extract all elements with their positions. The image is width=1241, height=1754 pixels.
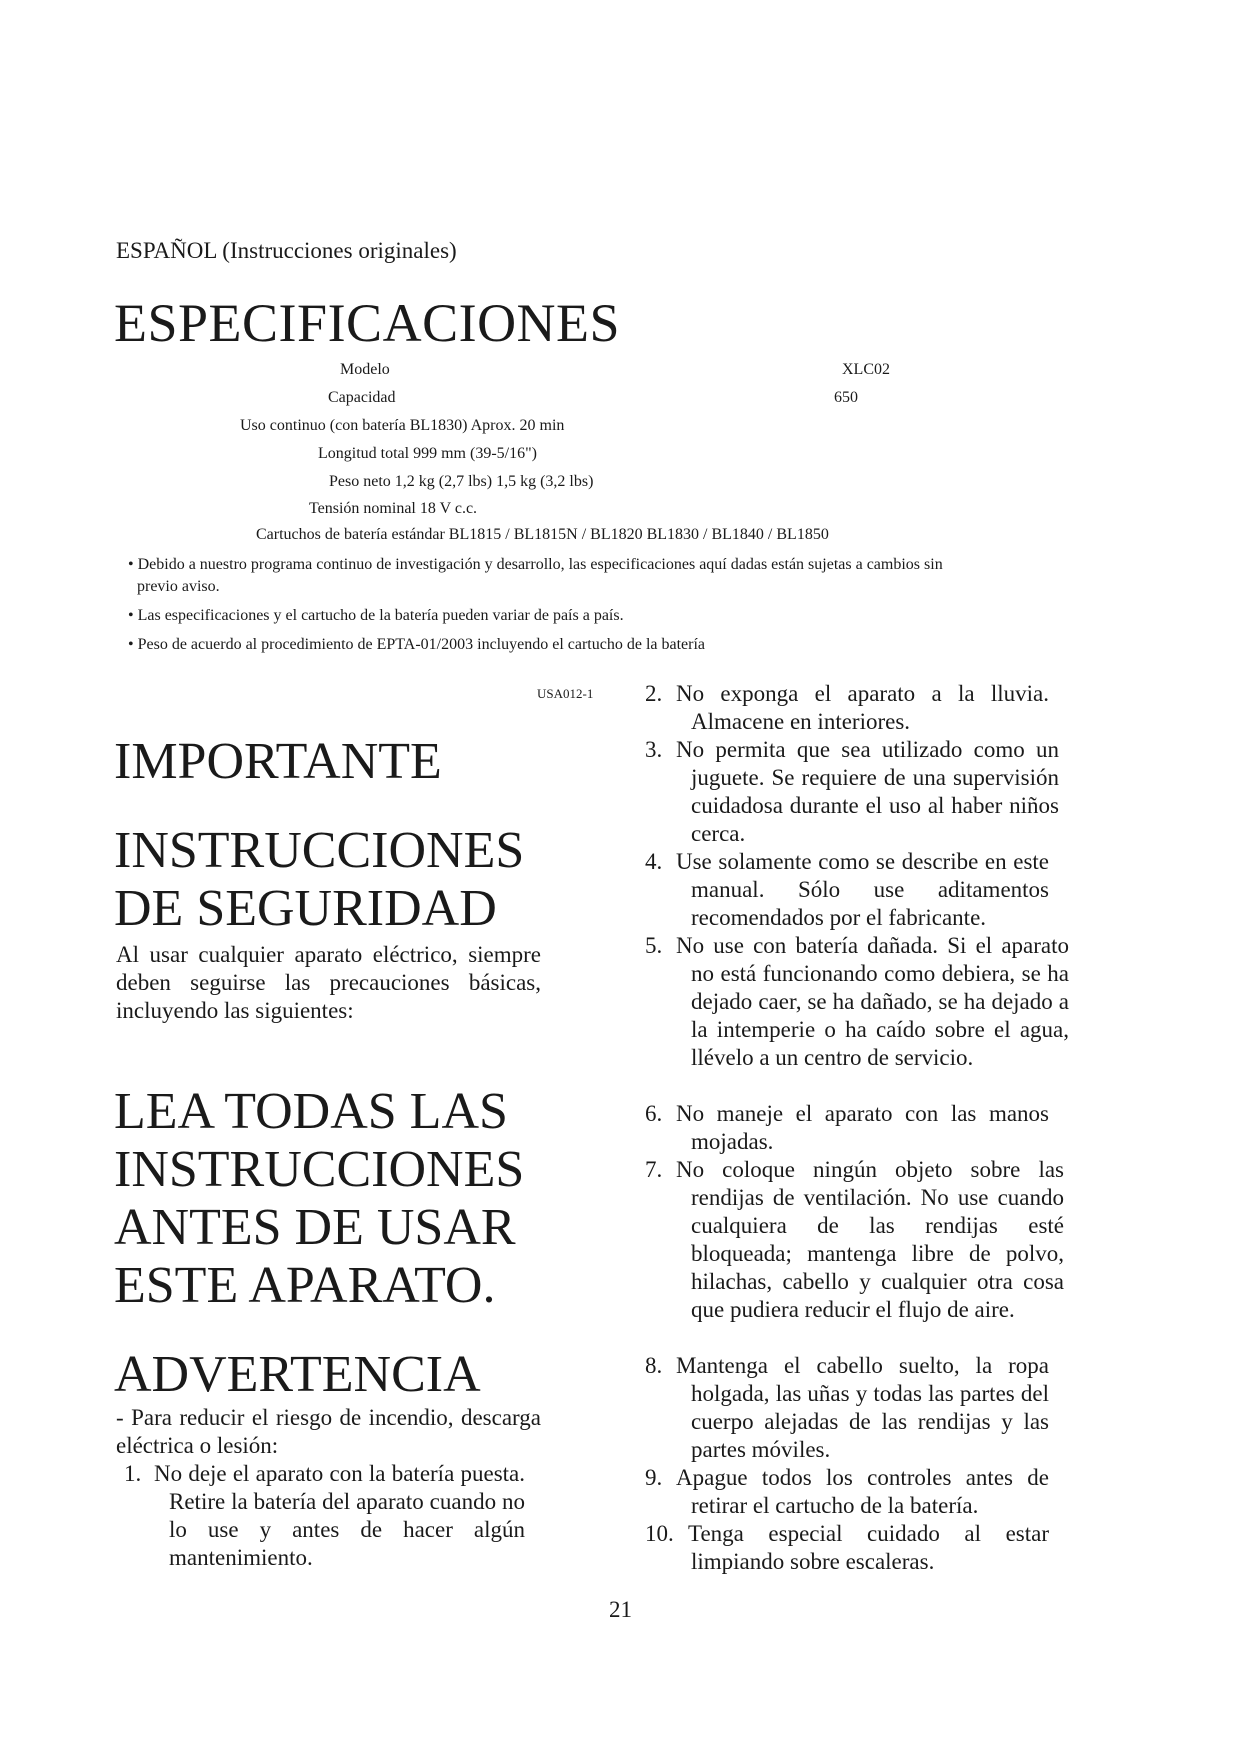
read-heading-line3: ANTES DE USAR [114, 1199, 516, 1256]
item-2-number: 2. [645, 681, 663, 706]
item-6-text-content: No maneje el aparato con las manos mojadas. [676, 1101, 1049, 1154]
item-8-text [676, 1352, 1049, 1464]
capacity-value: 650 [834, 389, 858, 406]
item-10-text [688, 1520, 1049, 1576]
item-5-text [676, 932, 1069, 1072]
item-9-number: 9. [645, 1465, 663, 1490]
item-6-number: 6. [645, 1101, 663, 1126]
page-number: 21 [609, 1597, 632, 1622]
document-code: USA012-1 [537, 686, 594, 701]
item-3-text-content: No permita que sea utilizado como un juguete. Se requiere de una supervisión cuidadosa durante el uso al haber niños cerca. [676, 737, 1059, 846]
item-6-text [676, 1100, 1049, 1156]
continuous-use-spec: Uso continuo (con batería BL1830) Aprox. 20 min [240, 417, 565, 434]
document-language: ESPAÑOL (Instrucciones originales) [116, 238, 457, 263]
item-7-text-content: No coloque ningún objeto sobre las rendijas de ventilación. No use cuando cualquiera de las rendijas esté bloqueada; mantenga libre de polvo, hilachas, cabello y cualquier otra cosa que pudiera reducir el flujo de aire. [676, 1157, 1064, 1322]
note-3: • Peso de acuerdo al procedimiento de EPTA-01/2003 incluyendo el cartucho de la batería [128, 636, 706, 653]
read-heading-line4: ESTE APARATO. [114, 1257, 496, 1314]
specifications-title: ESPECIFICACIONES [114, 293, 621, 353]
length-spec: Longitud total 999 mm (39-5/16") [318, 445, 537, 462]
item-8-number: 8. [645, 1353, 663, 1378]
weight-spec: Peso neto 1,2 kg (2,7 lbs) 1,5 kg (3,2 lbs) [329, 473, 594, 490]
item-9-text-content: Apague todos los controles antes de retirar el cartucho de la batería. [676, 1465, 1049, 1518]
item-1-text [154, 1460, 525, 1572]
note-1-line2: previo aviso. [137, 578, 220, 595]
item-3-number: 3. [645, 737, 663, 762]
batteries-spec: Cartuchos de batería estándar BL1815 / BL1815N / BL1820 BL1830 / BL1840 / BL1850 [256, 526, 829, 543]
voltage-spec: Tensión nominal 18 V c.c. [309, 500, 478, 517]
item-5-text-content: No use con batería dañada. Si el aparato no está funcionando como debiera, se ha dejado caer, se ha dañado, se ha dejado a la intemperie o ha caído sobre el agua, llévelo a un centro de servicio. [676, 933, 1069, 1070]
item-10-number: 10. [645, 1521, 674, 1546]
item-7-number: 7. [645, 1157, 663, 1182]
read-heading-line2: INSTRUCCIONES [114, 1141, 525, 1198]
item-1-text-content: No deje el aparato con la batería puesta. Retire la batería del aparato cuando no lo use y antes de hacer algún mantenimiento. [154, 1461, 525, 1570]
note-2: • Las especificaciones y el cartucho de la batería pueden variar de país a país. [128, 607, 624, 624]
safety-intro: Al usar cualquier aparato eléctrico, siempre deben seguirse las precauciones básicas, incluyendo las siguientes: [116, 942, 541, 1023]
model-label: Modelo [340, 361, 390, 378]
item-4-text-content: Use solamente como se describe en este manual. Sólo use aditamentos recomendados por el fabricante. [676, 849, 1049, 930]
item-5-number: 5. [645, 933, 663, 958]
safety-heading-line1: INSTRUCCIONES [114, 822, 525, 879]
item-9-text [676, 1464, 1049, 1520]
item-3-text [676, 736, 1059, 848]
model-value: XLC02 [842, 361, 890, 378]
read-heading-line1: LEA TODAS LAS [114, 1083, 508, 1140]
warning-heading: ADVERTENCIA [114, 1346, 481, 1403]
item-2-text [676, 680, 1049, 736]
item-8-text-content: Mantenga el cabello suelto, la ropa holgada, las uñas y todas las partes del cuerpo alejadas de las rendijas y las partes móviles. [676, 1353, 1049, 1462]
capacity-label: Capacidad [328, 389, 396, 406]
item-4-number: 4. [645, 849, 663, 874]
item-10-text-content: Tenga especial cuidado al estar limpiando sobre escaleras. [688, 1521, 1049, 1574]
item-2-text-content: No exponga el aparato a la lluvia. Almacene en interiores. [676, 681, 1049, 734]
item-4-text [676, 848, 1049, 932]
important-heading: IMPORTANTE [114, 733, 442, 790]
note-1-line1: • Debido a nuestro programa continuo de investigación y desarrollo, las especificaciones aquí dadas están sujetas a cambios sin [128, 556, 943, 573]
item-1-number: 1. [124, 1461, 142, 1486]
safety-heading-line2: DE SEGURIDAD [114, 880, 497, 937]
item-7-text [676, 1156, 1064, 1324]
warning-text: - Para reducir el riesgo de incendio, descarga eléctrica o lesión: [116, 1405, 541, 1458]
